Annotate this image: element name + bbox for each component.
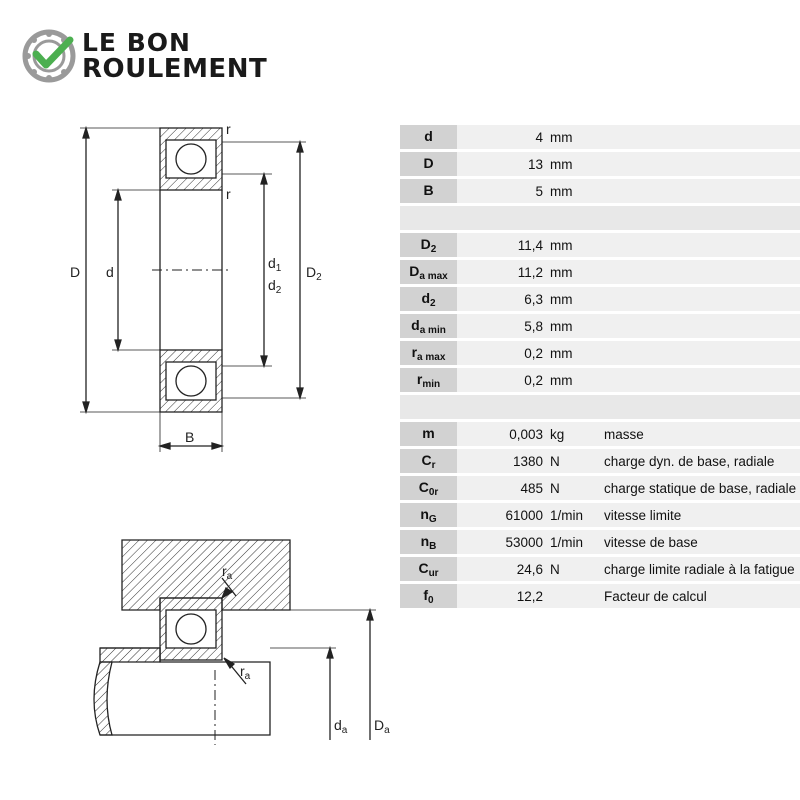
table-spacer <box>400 205 800 232</box>
dim-label-D2: $D_2$ <box>306 264 322 283</box>
description-cell <box>594 367 800 394</box>
table-row <box>400 448 800 475</box>
value-cell: 61000 <box>457 502 548 529</box>
symbol-cell: $D_2$ <box>400 232 457 259</box>
brand-name-line1: LE BON <box>82 28 191 57</box>
unit-cell: mm <box>548 313 594 340</box>
symbol-cell: $r_{min}$ <box>400 367 457 394</box>
table-row <box>400 151 800 178</box>
unit-cell: kg <box>548 421 594 448</box>
brand-name-line2: ROULEMENT <box>82 54 268 84</box>
unit-cell: mm <box>548 232 594 259</box>
value-cell: 24,6 <box>457 556 548 583</box>
unit-cell: N <box>548 475 594 502</box>
description-cell <box>594 125 800 151</box>
dim-label-Da: $D_a$ <box>374 717 390 736</box>
description-cell: vitesse limite <box>594 502 800 529</box>
unit-cell: mm <box>548 340 594 367</box>
value-cell: 5 <box>457 178 548 205</box>
bearing-section-drawing <box>0 110 400 470</box>
dim-label-d2: $d_2$ <box>268 277 282 296</box>
value-cell: 0,003 <box>457 421 548 448</box>
table-row <box>400 583 800 610</box>
unit-cell: 1/min <box>548 529 594 556</box>
symbol-cell: $f_0$ <box>400 583 457 610</box>
radius-label-mid: r <box>226 186 231 202</box>
table-spacer <box>400 394 800 421</box>
symbol-cell: $n_G$ <box>400 502 457 529</box>
value-cell: 6,3 <box>457 286 548 313</box>
specifications-table <box>400 125 800 611</box>
description-cell <box>594 313 800 340</box>
symbol-cell: D <box>400 151 457 178</box>
dim-label-D: D <box>70 264 81 280</box>
description-cell: charge statique de base, radiale <box>594 475 800 502</box>
symbol-cell: d <box>400 125 457 151</box>
radius-label-top: r <box>226 121 231 137</box>
table-row <box>400 125 800 151</box>
dim-label-B: B <box>185 429 195 445</box>
unit-cell: N <box>548 448 594 475</box>
value-cell: 11,4 <box>457 232 548 259</box>
table-row <box>400 178 800 205</box>
description-cell <box>594 286 800 313</box>
symbol-cell: $C_{0r}$ <box>400 475 457 502</box>
symbol-cell: $C_{ur}$ <box>400 556 457 583</box>
value-cell: 1380 <box>457 448 548 475</box>
symbol-cell: $d_2$ <box>400 286 457 313</box>
description-cell <box>594 340 800 367</box>
table-row <box>400 529 800 556</box>
unit-cell: mm <box>548 286 594 313</box>
mounting-drawing <box>0 520 400 780</box>
table-row <box>400 475 800 502</box>
description-cell: masse <box>594 421 800 448</box>
description-cell <box>594 259 800 286</box>
dim-label-ra-top: $r_a$ <box>222 563 233 582</box>
table-row <box>400 286 800 313</box>
brand-logo <box>22 26 302 88</box>
description-cell <box>594 151 800 178</box>
dim-label-ra-bottom: $r_a$ <box>240 663 251 682</box>
table-row <box>400 556 800 583</box>
table-row <box>400 502 800 529</box>
description-cell <box>594 232 800 259</box>
symbol-cell: $C_r$ <box>400 448 457 475</box>
symbol-cell: $d_{a min}$ <box>400 313 457 340</box>
dim-label-da: $d_a$ <box>334 717 348 736</box>
symbol-cell: $D_{a max}$ <box>400 259 457 286</box>
table-row <box>400 340 800 367</box>
table-row <box>400 421 800 448</box>
unit-cell: mm <box>548 125 594 151</box>
unit-cell: N <box>548 556 594 583</box>
value-cell: 485 <box>457 475 548 502</box>
table-row <box>400 367 800 394</box>
value-cell: 11,2 <box>457 259 548 286</box>
unit-cell: mm <box>548 178 594 205</box>
value-cell: 5,8 <box>457 313 548 340</box>
table-row <box>400 232 800 259</box>
symbol-cell: B <box>400 178 457 205</box>
unit-cell: mm <box>548 151 594 178</box>
description-cell: charge limite radiale à la fatigue <box>594 556 800 583</box>
value-cell: 13 <box>457 151 548 178</box>
value-cell: 12,2 <box>457 583 548 610</box>
dim-label-d1: $d_1$ <box>268 255 282 274</box>
value-cell: 0,2 <box>457 367 548 394</box>
unit-cell: mm <box>548 367 594 394</box>
dim-label-d: d <box>106 264 114 280</box>
unit-cell <box>548 583 594 610</box>
value-cell: 0,2 <box>457 340 548 367</box>
symbol-cell: m <box>400 421 457 448</box>
unit-cell: mm <box>548 259 594 286</box>
description-cell: vitesse de base <box>594 529 800 556</box>
description-cell: Facteur de calcul <box>594 583 800 610</box>
table-row <box>400 313 800 340</box>
table-row <box>400 259 800 286</box>
symbol-cell: $n_B$ <box>400 529 457 556</box>
description-cell <box>594 178 800 205</box>
check-bearing-icon <box>22 28 78 84</box>
value-cell: 53000 <box>457 529 548 556</box>
symbol-cell: $r_{a max}$ <box>400 340 457 367</box>
value-cell: 4 <box>457 125 548 151</box>
unit-cell: 1/min <box>548 502 594 529</box>
description-cell: charge dyn. de base, radiale <box>594 448 800 475</box>
